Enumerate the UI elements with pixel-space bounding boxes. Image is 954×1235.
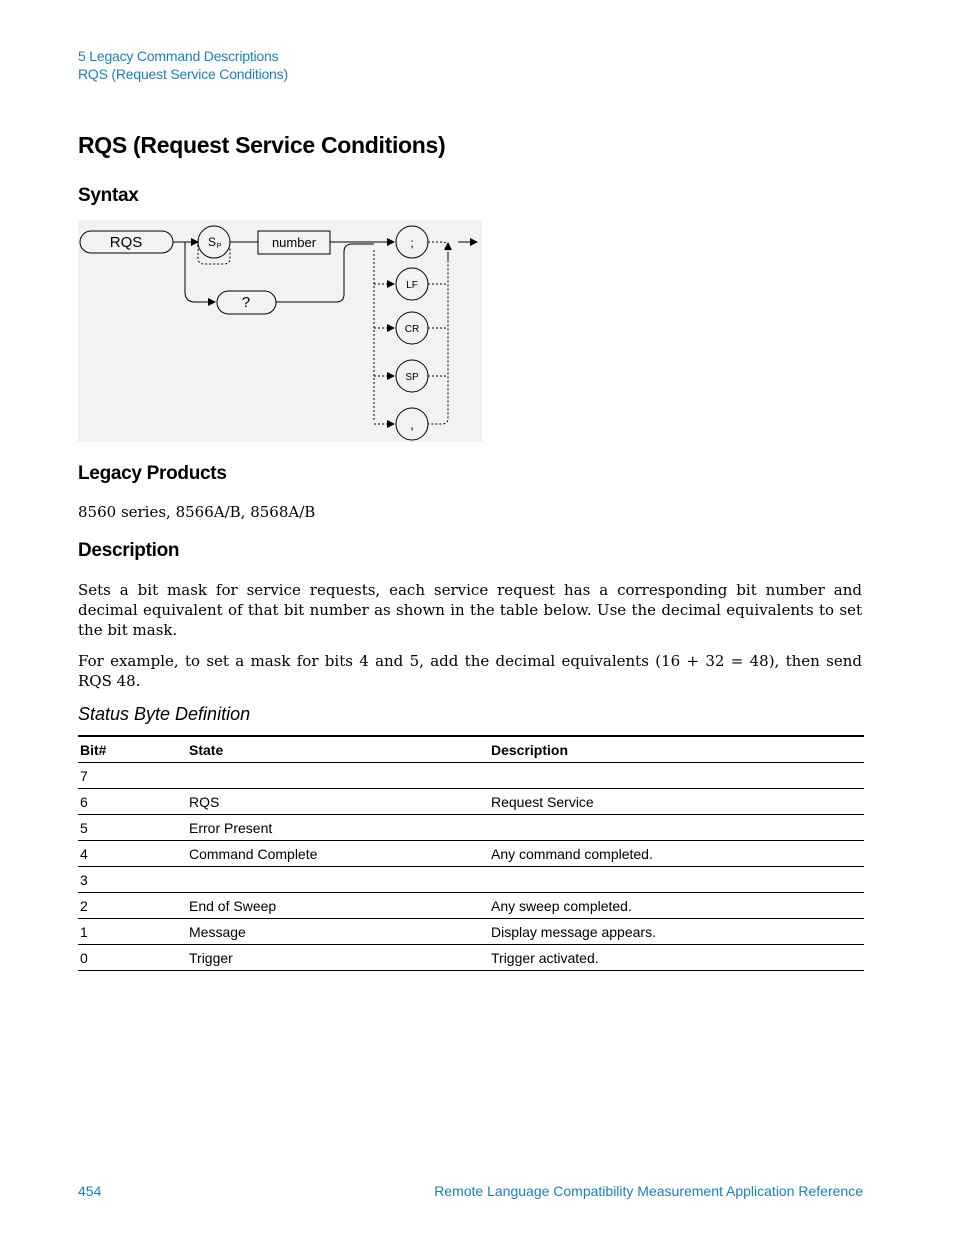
cell-description: Trigger activated. — [489, 945, 864, 971]
cell-state — [187, 763, 489, 789]
table-caption: Status Byte Definition — [78, 704, 251, 724]
table-row — [78, 763, 864, 789]
running-header-section: RQS (Request Service Conditions) — [78, 66, 288, 82]
description-heading: Description — [78, 540, 180, 561]
table-row — [78, 841, 864, 867]
header-description: Description — [489, 736, 864, 763]
sp-subscript: P — [216, 243, 222, 250]
cell-state: Trigger — [187, 945, 489, 971]
cell-bit: 2 — [78, 893, 187, 919]
query-label: ? — [241, 294, 251, 311]
cell-bit: 3 — [78, 867, 187, 893]
term-label-semicolon: ; — [410, 236, 414, 250]
legacy-products-text: 8560 series, 8566A/B, 8568A/B — [78, 503, 316, 521]
cell-description — [489, 763, 864, 789]
rqs-label: RQS — [109, 234, 143, 251]
cell-bit: 5 — [78, 815, 187, 841]
page-title: RQS (Request Service Conditions) — [78, 132, 446, 158]
cell-state: Command Complete — [187, 841, 489, 867]
legacy-heading: Legacy Products — [78, 463, 227, 484]
table-row — [78, 893, 864, 919]
syntax-heading: Syntax — [78, 185, 139, 206]
term-label-lf: LF — [406, 280, 418, 291]
number-label: number — [271, 235, 317, 250]
term-label-sp: SP — [405, 372, 419, 383]
cell-state: Message — [187, 919, 489, 945]
table-row — [78, 789, 864, 815]
page-number: 454 — [78, 1183, 102, 1199]
cell-state: RQS — [187, 789, 489, 815]
cell-state: Error Present — [187, 815, 489, 841]
cell-state: End of Sweep — [187, 893, 489, 919]
cell-description — [489, 815, 864, 841]
cell-description: Request Service — [489, 789, 864, 815]
cell-bit: 4 — [78, 841, 187, 867]
status-byte-table — [78, 735, 864, 971]
table-row — [78, 919, 864, 945]
cell-bit: 7 — [78, 763, 187, 789]
sp-label: S — [207, 235, 217, 249]
cell-description — [489, 867, 864, 893]
description-paragraph-1: Sets a bit mask for service requests, each service request has a corresponding bit number and decimal equivalent of that bit number as shown in the table below. Use the decimal equivalents to set the bit mask. — [78, 581, 862, 639]
cell-state — [187, 867, 489, 893]
table-row — [78, 815, 864, 841]
header-bit: Bit# — [78, 736, 187, 763]
table-row — [78, 867, 864, 893]
table-header-row — [78, 736, 864, 763]
description-paragraph-2: For example, to set a mask for bits 4 and 5, add the decimal equivalents (16 + 32 = 48), then send RQS 48. — [78, 652, 862, 690]
table-row — [78, 945, 864, 971]
cell-bit: 1 — [78, 919, 187, 945]
cell-description: Any command completed. — [489, 841, 864, 867]
cell-description: Any sweep completed. — [489, 893, 864, 919]
cell-bit: 0 — [78, 945, 187, 971]
header-state: State — [187, 736, 489, 763]
term-label-cr: CR — [404, 324, 420, 335]
cell-description: Display message appears. — [489, 919, 864, 945]
syntax-diagram — [78, 220, 482, 442]
cell-bit: 6 — [78, 789, 187, 815]
footer-document-title: Remote Language Compatibility Measurement Application Reference — [434, 1183, 863, 1199]
term-label-comma: , — [410, 417, 414, 432]
running-header-chapter: 5 Legacy Command Descriptions — [78, 48, 279, 64]
